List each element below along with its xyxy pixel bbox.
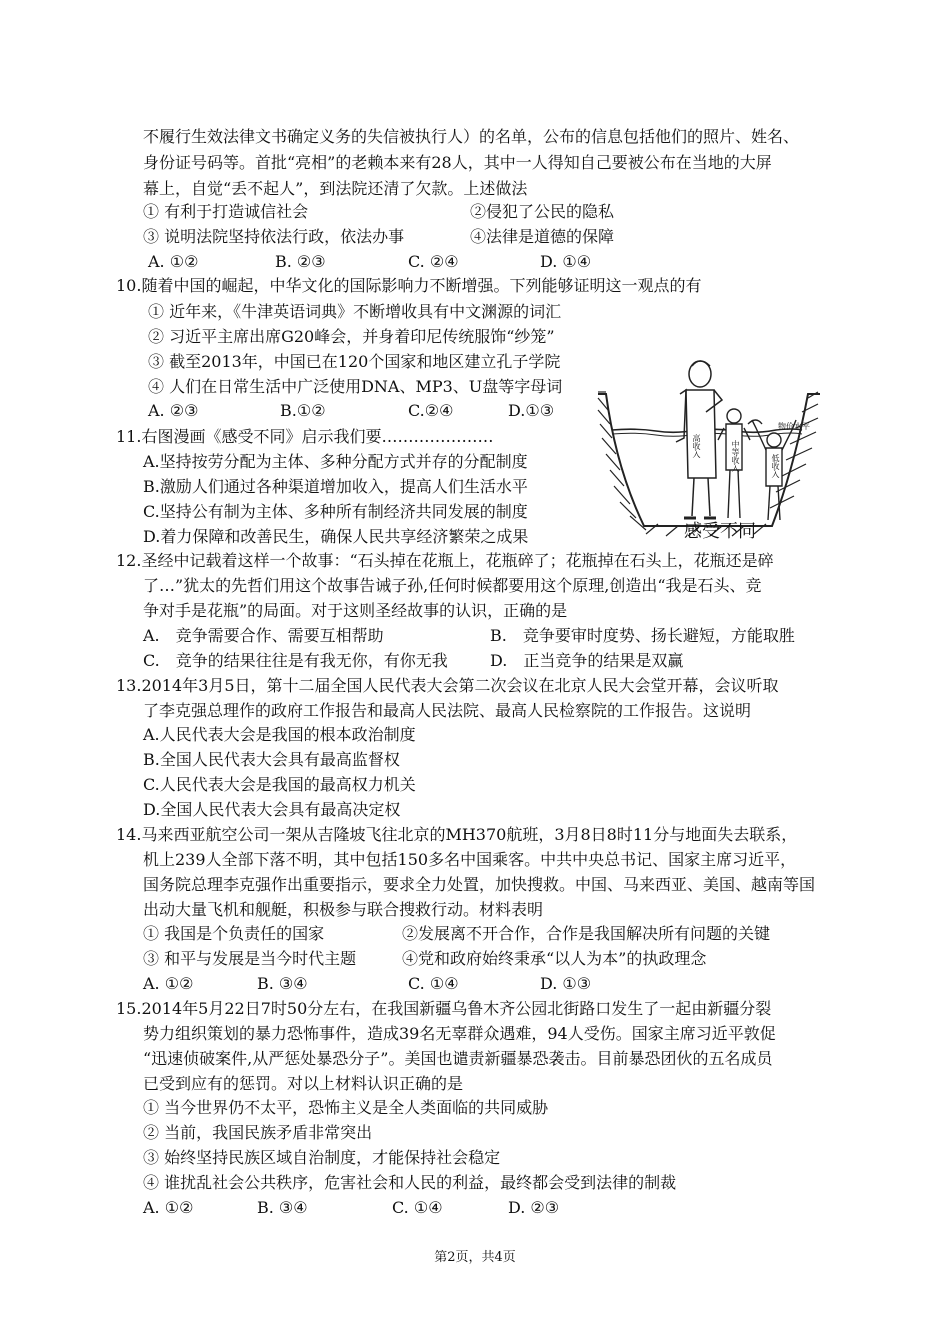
option-d: D.全国人民代表大会具有最高决定权 bbox=[143, 800, 401, 819]
option-b: B. ③④ bbox=[257, 974, 308, 993]
option-b: B. ②③ bbox=[275, 252, 326, 271]
statement-1: ① 我国是个负责任的国家 bbox=[143, 924, 325, 943]
option-d: D. ①④ bbox=[540, 252, 592, 271]
question-11: 11.右图漫画《感受不同》启示我们要………………… bbox=[116, 427, 494, 446]
statement-1: ① 有利于打造诚信社会 bbox=[143, 202, 309, 221]
text-line: “迅速侦破案件,从严惩处暴恐分子”。美国也谴责新疆暴恐袭击。目前暴恐团伙的五名成员 bbox=[143, 1049, 773, 1068]
option-d: D. 正当竞争的结果是双赢 bbox=[490, 651, 684, 670]
text-line: 了李克强总理作的政府工作报告和最高人民法院、最高人民检察院的工作报告。这说明 bbox=[143, 701, 752, 720]
text-line: 不履行生效法律文书确定义务的失信被执行人）的名单，公布的信息包括他们的照片、姓名、 bbox=[143, 127, 800, 146]
text-line: 了…”犹太的先哲们用这个故事告诫子孙,任何时候都要用这个原理,创造出“我是石头、竞 bbox=[143, 576, 762, 595]
text-line: 国务院总理李克强作出重要指示，要求全力处置，加快搜救。中国、马来西亚、美国、越南等国 bbox=[143, 875, 816, 894]
option-a: A. ①② bbox=[143, 974, 194, 993]
statement-3: ③ 始终坚持民族区域自治制度，才能保持社会稳定 bbox=[143, 1148, 501, 1167]
option-a: A. ①② bbox=[143, 1198, 194, 1217]
option-d: D. ①③ bbox=[540, 974, 592, 993]
option-a: A. 竞争需要合作、需要互相帮助 bbox=[143, 626, 384, 645]
question-13: 13.2014年3月5日，第十二届全国人民代表大会第二次会议在北京人民大会堂开幕，会议听取 bbox=[116, 676, 779, 695]
text-line: 机上239人全部下落不明，其中包括150多名中国乘客。中共中央总书记、国家主席习近平， bbox=[143, 850, 797, 869]
statement-2: ② 当前，我国民族矛盾非常突出 bbox=[143, 1123, 373, 1142]
question-15: 15.2014年5月22日7时50分左右，在我国新疆乌鲁木齐公园北街路口发生了一起由新疆分裂 bbox=[116, 999, 772, 1018]
option-b: B.全国人民代表大会具有最高监督权 bbox=[143, 750, 400, 769]
question-14: 14.马来西亚航空公司一架从吉隆坡飞往北京的MH370航班，3月8日8时11分与地面失去联系， bbox=[116, 825, 798, 844]
statement-4: ④党和政府始终秉承“以人为本”的执政理念 bbox=[402, 949, 707, 968]
text-line: 幕上，自觉“丢不起人”，到法院还清了欠款。上述做法 bbox=[143, 179, 528, 198]
option-d: D. ②③ bbox=[508, 1198, 560, 1217]
cartoon-feeling-different bbox=[596, 358, 822, 548]
option-a: A. ②③ bbox=[148, 401, 199, 420]
text-line: 争对手是花瓶”的局面。对于这则圣经故事的认识，正确的是 bbox=[143, 601, 568, 620]
option-a: A.坚持按劳分配为主体、多种分配方式并存的分配制度 bbox=[143, 452, 528, 471]
question-10: 10.随着中国的崛起，中华文化的国际影响力不断增强。下列能够证明这一观点的有 bbox=[116, 276, 702, 295]
option-a: A. ①② bbox=[148, 252, 199, 271]
statement-2: ②发展离不开合作，合作是我国解决所有问题的关键 bbox=[402, 924, 771, 943]
option-d: D.①③ bbox=[508, 401, 555, 420]
option-d: D.着力保障和改善民生，确保人民共享经济繁荣之成果 bbox=[143, 527, 529, 546]
statement-1: ① 近年来，《牛津英语词典》不断增收具有中文渊源的词汇 bbox=[148, 302, 562, 321]
statement-3: ③ 和平与发展是当今时代主题 bbox=[143, 949, 357, 968]
option-c: C. 竞争的结果往往是有我无你，有你无我 bbox=[143, 651, 448, 670]
question-12: 12.圣经中记载着这样一个故事：“石头掉在花瓶上，花瓶碎了；花瓶掉在石头上，花瓶还是碎 bbox=[116, 551, 774, 570]
label-middle-income: 中等收入 bbox=[731, 440, 740, 472]
statement-3: ③ 截至2013年，中国已在120个国家和地区建立孔子学院 bbox=[148, 352, 561, 371]
statement-4: ④法律是道德的保障 bbox=[470, 227, 615, 246]
option-c: C. ①④ bbox=[408, 974, 459, 993]
option-c: C.人民代表大会是我国的最高权力机关 bbox=[143, 775, 416, 794]
cartoon-caption: 感受不同 bbox=[684, 521, 756, 542]
option-c: C. ①④ bbox=[392, 1198, 443, 1217]
label-low-income: 低收入 bbox=[771, 454, 780, 478]
statement-2: ②侵犯了公民的隐私 bbox=[470, 202, 615, 221]
statement-3: ③ 说明法院坚持依法行政，依法办事 bbox=[143, 227, 405, 246]
statement-2: ② 习近平主席出席G20峰会，并身着印尼传统服饰“纱笼” bbox=[148, 327, 555, 346]
page-footer: 第2页，共4页 bbox=[434, 1250, 516, 1265]
label-high-income: 高收入 bbox=[692, 434, 701, 458]
text-line: 势力组织策划的暴力恐怖事件，造成39名无辜群众遇难，94人受伤。国家主席习近平敦促 bbox=[143, 1024, 776, 1043]
option-b: B. 竞争要审时度势、扬长避短，方能取胜 bbox=[490, 626, 795, 645]
option-b: B. ③④ bbox=[257, 1198, 308, 1217]
text-line: 出动大量飞机和舰艇，积极参与联合搜救行动。材料表明 bbox=[143, 900, 544, 919]
statement-4: ④ 谁扰乱社会公共秩序，危害社会和人民的利益，最终都会受到法律的制裁 bbox=[143, 1173, 677, 1192]
option-a: A.人民代表大会是我国的根本政治制度 bbox=[143, 725, 416, 744]
option-b: B.激励人们通过各种渠道增加收入，提高人们生活水平 bbox=[143, 477, 528, 496]
text-line: 已受到应有的惩罚。对以上材料认识正确的是 bbox=[143, 1074, 464, 1093]
option-c: C. ②④ bbox=[408, 252, 459, 271]
option-c: C.②④ bbox=[408, 401, 454, 420]
option-b: B.①② bbox=[280, 401, 326, 420]
statement-1: ① 当今世界仍不太平，恐怖主义是全人类面临的共同威胁 bbox=[143, 1098, 549, 1117]
label-price-level: 物价水平 bbox=[778, 422, 810, 431]
text-line: 身份证号码等。首批“亮相”的老赖本来有28人，其中一人得知自己要被公布在当地的大屏 bbox=[143, 153, 772, 172]
option-c: C.坚持公有制为主体、多种所有制经济共同发展的制度 bbox=[143, 502, 528, 521]
statement-4: ④ 人们在日常生活中广泛使用DNA、MP3、U盘等字母词 bbox=[148, 377, 563, 396]
